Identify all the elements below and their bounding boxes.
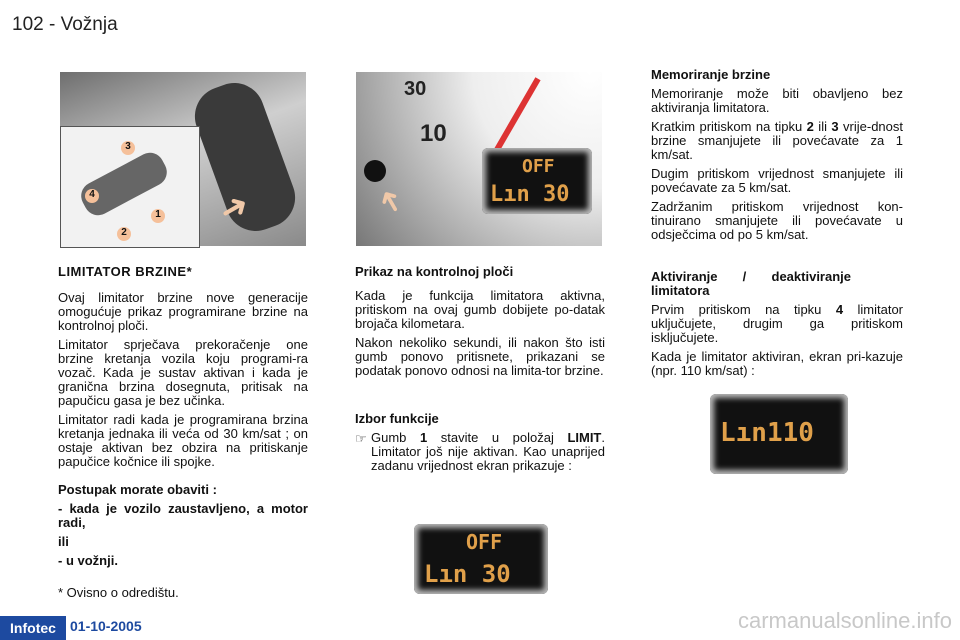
paragraph: Kratkim pritiskom na tipku 2 ili 3 vrije-dnost brzine smanjujete ili povećavate za 1 km/sat.	[651, 119, 904, 162]
section-title: LIMITATOR BRZINE*	[58, 264, 193, 279]
paragraph: Zadržanim pritiskom vrijednost kon-tinuirano smanjujete ili povećavate u odsječcima od po 5 km/sat.	[651, 199, 903, 242]
knob-icon	[364, 160, 386, 182]
paragraph: Ovaj limitator brzine nove generacije omogućuje prikaz programirane brzine na kontrolnoj ploči.	[58, 290, 308, 333]
hand-pointer-icon: ☞	[355, 431, 367, 446]
stalk-illustration	[60, 72, 306, 246]
paragraph: Dugim pritiskom vrijednost smanjujete ili povećavate za 5 km/sat.	[651, 166, 903, 195]
bullet-item: ☞ Gumb 1 stavite u položaj LIMIT. Limitator još nije aktivan. Kao unaprijed zadanu vrijednost ekran prikazuje :	[355, 431, 605, 478]
lcd-display-110: Lın110	[710, 394, 848, 474]
steps-title: Postupak morate obaviti :	[58, 482, 217, 497]
lcd-display-off: OFF Lın 30	[414, 524, 548, 594]
arrow-icon: ➜	[369, 182, 412, 221]
paragraph: Limitator radi kada je programirana brzina kretanja jednaka ili veća od 30 km/sat ; on ostaje aktivan bez obzira na pritiskanje papučice kočnice ili spojke.	[58, 412, 308, 469]
infotec-logo: Infotec	[0, 616, 66, 640]
subsection-title: Aktiviranje / deaktiviranje limitatora	[651, 269, 851, 298]
label-1: 1	[151, 209, 165, 223]
paragraph: Memoriranje može biti obavljeno bez aktiviranja limitatora.	[651, 86, 903, 115]
label-4: 4	[85, 189, 99, 203]
subsection-title: Memoriranje brzine	[651, 67, 771, 82]
gauge-tick-10: 10	[420, 120, 447, 147]
footnote: * Ovisno o odredištu.	[58, 585, 179, 600]
paragraph: Nakon nekoliko sekundi, ili nakon što isti gumb ponovo pritisnete, prikazani se podatak ponovo odnosi na limita-tor brzine.	[355, 335, 605, 378]
gauge-tick-30: 30	[404, 78, 427, 100]
section-title: Prikaz na kontrolnoj ploči	[355, 264, 514, 279]
paragraph: Kada je limitator aktiviran, ekran pri-kazuje (npr. 110 km/sat) :	[651, 349, 903, 378]
column-1	[58, 265, 308, 605]
label-3: 3	[121, 141, 135, 155]
watermark: carmanualsonline.info	[737, 608, 952, 633]
arrow-icon: ➜	[212, 184, 257, 232]
step-item: - u vožnji.	[58, 553, 118, 568]
paragraph: Limitator sprječava prekoračenje one brzine kretanja vozila koju programi-ra vozač. Kada je sustav aktivan i kada je granična brzina dosegnuta, pritisak na papučicu gasa je bez učinka.	[58, 337, 308, 408]
column-2	[355, 265, 605, 478]
label-2: 2	[117, 227, 131, 241]
paragraph: Kada je funkcija limitatora aktivna, pritiskom na ovaj gumb dobijete po-datak brojača kilometara.	[355, 288, 605, 331]
or-text: ili	[58, 534, 69, 549]
paragraph: Prvim pritiskom na tipku 4 limitator uključujete, drugim ga pritiskom isključujete.	[651, 302, 904, 345]
step-item: - kada je vozilo zaustavljeno, a motor radi,	[58, 501, 308, 530]
subsection-title: Izbor funkcije	[355, 411, 439, 426]
gauge-illustration	[356, 72, 602, 246]
footer-date: 01-10-2005	[70, 618, 142, 634]
page-header: 102 - Vožnja	[12, 14, 118, 35]
lcd-display-top: OFF Lın 30	[482, 148, 592, 214]
column-3	[651, 68, 903, 383]
